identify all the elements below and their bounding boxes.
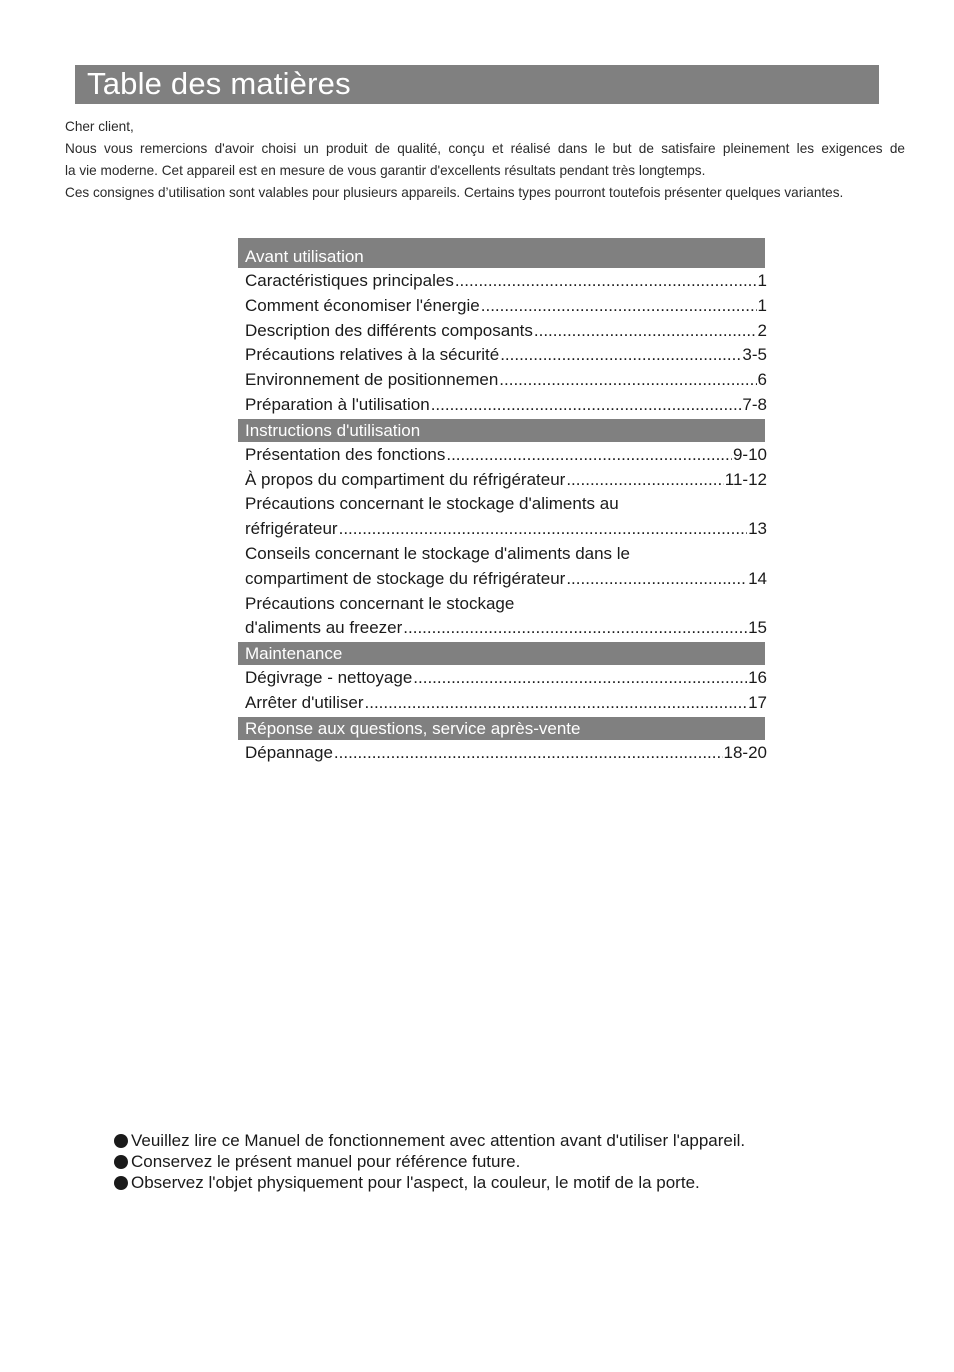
- intro-line-3: Ces consignes d’utilisation sont valables pour plusieurs appareils. Certains types pourront toutefois présenter quelques variantes.: [65, 185, 844, 200]
- toc-entry-label-line: Précautions concernant le stockage d'aliments au: [245, 494, 619, 514]
- note-text: Veuillez lire ce Manuel de fonctionnement avec attention avant d'utiliser l'appareil.: [131, 1131, 746, 1150]
- toc-entry[interactable]: [238, 294, 765, 319]
- toc-section-header: Maintenance: [238, 642, 765, 665]
- toc-entry[interactable]: [238, 269, 765, 294]
- toc-entry-label: Caractéristiques principales: [245, 271, 454, 290]
- toc-entry-page: 7-8: [742, 394, 767, 414]
- toc-entry-page: 3-5: [742, 345, 767, 365]
- toc-leader-dots: [431, 393, 742, 418]
- notes-list: [114, 1130, 874, 1193]
- table-of-contents: [238, 238, 765, 766]
- toc-entry[interactable]: [238, 393, 765, 418]
- intro-text: [65, 116, 905, 204]
- toc-entry-page: 11-12: [724, 469, 767, 489]
- toc-entry[interactable]: [238, 319, 765, 344]
- page-title: Table des matières: [87, 66, 351, 101]
- toc-entry-label: À propos du compartiment du réfrigérateur: [245, 469, 566, 489]
- intro-line-1: Nous vous remercions d'avoir choisi un produit de qualité, conçu et réalisé dans le but de satisfaire pleinement les exigences de: [65, 141, 905, 156]
- toc-leader-dots: [403, 616, 747, 641]
- toc-entry-page: 14: [748, 568, 767, 588]
- toc-entry-label-line: Conseils concernant le stockage d'aliments dans le: [245, 543, 631, 563]
- toc-leader-dots: [499, 368, 756, 393]
- toc-entry-label: Précautions relatives à la sécurité: [245, 345, 500, 365]
- toc-entry-label: Arrêter d'utiliser: [245, 692, 364, 712]
- toc-entry-label: réfrigérateur: [245, 519, 338, 539]
- toc-entry[interactable]: [238, 542, 765, 592]
- toc-leader-dots: [446, 443, 732, 468]
- toc-entry[interactable]: [238, 492, 765, 542]
- toc-entry[interactable]: [238, 368, 765, 393]
- toc-section-header: Réponse aux questions, service après-vente: [238, 717, 765, 740]
- toc-entry-label-line: Précautions concernant le stockage: [245, 593, 515, 613]
- bullet-icon: [114, 1134, 128, 1148]
- toc-entry-label: Environnement de positionnemen: [245, 370, 499, 390]
- note-item: [114, 1172, 874, 1193]
- note-item: [114, 1151, 874, 1172]
- toc-entry[interactable]: [238, 443, 765, 468]
- toc-leader-dots: [339, 517, 747, 542]
- intro-greeting: Cher client,: [65, 119, 134, 134]
- toc-entry[interactable]: [238, 343, 765, 368]
- toc-section-header: Instructions d'utilisation: [238, 419, 765, 442]
- toc-entry-page: 6: [757, 370, 767, 390]
- toc-entry[interactable]: [238, 592, 765, 642]
- toc-leader-dots: [413, 666, 747, 691]
- toc-leader-dots: [566, 468, 723, 493]
- note-text: Conservez le présent manuel pour référence future.: [131, 1152, 521, 1171]
- toc-entry-label: Dépannage: [245, 742, 333, 762]
- toc-entry-label: d'aliments au freezer: [245, 618, 403, 638]
- page-title-bar: [75, 65, 879, 104]
- toc-leader-dots: [566, 567, 747, 592]
- bullet-icon: [114, 1155, 128, 1169]
- toc-leader-dots: [481, 294, 757, 319]
- toc-entry[interactable]: [238, 741, 765, 766]
- toc-entry-label: compartiment de stockage du réfrigérateur: [245, 568, 566, 588]
- toc-entry-label: Préparation à l'utilisation: [245, 394, 430, 414]
- toc-entry-page: 16: [748, 668, 767, 688]
- note-text: Observez l'objet physiquement pour l'aspect, la couleur, le motif de la porte.: [131, 1173, 700, 1192]
- toc-entry-page: 2: [757, 320, 767, 340]
- toc-leader-dots: [534, 319, 757, 344]
- toc-entry-page: 1: [757, 271, 767, 290]
- toc-entry-label: Présentation des fonctions: [245, 444, 446, 464]
- toc-entry[interactable]: [238, 666, 765, 691]
- toc-entry-label: Dégivrage - nettoyage: [245, 668, 413, 688]
- toc-leader-dots: [500, 343, 741, 368]
- toc-entry[interactable]: [238, 691, 765, 716]
- intro-line-2: la vie moderne. Cet appareil est en mesure de vous garantir d'excellents résultats pendant très longtemps.: [65, 163, 706, 178]
- toc-entry-page: 17: [748, 692, 767, 712]
- toc-leader-dots: [455, 269, 757, 294]
- toc-entry-page: 1: [757, 295, 767, 315]
- toc-entry-page: 9-10: [732, 444, 767, 464]
- note-item: [114, 1130, 874, 1151]
- bullet-icon: [114, 1176, 128, 1190]
- toc-section-header: Avant utilisation: [238, 238, 765, 268]
- toc-entry[interactable]: [238, 468, 765, 493]
- toc-entry-page: 15: [748, 618, 767, 638]
- toc-leader-dots: [365, 691, 748, 716]
- toc-entry-page: 18-20: [723, 742, 767, 762]
- toc-entry-label: Comment économiser l'énergie: [245, 295, 480, 315]
- toc-entry-label: Description des différents composants: [245, 320, 533, 340]
- toc-leader-dots: [334, 741, 723, 766]
- toc-entry-page: 13: [748, 519, 767, 539]
